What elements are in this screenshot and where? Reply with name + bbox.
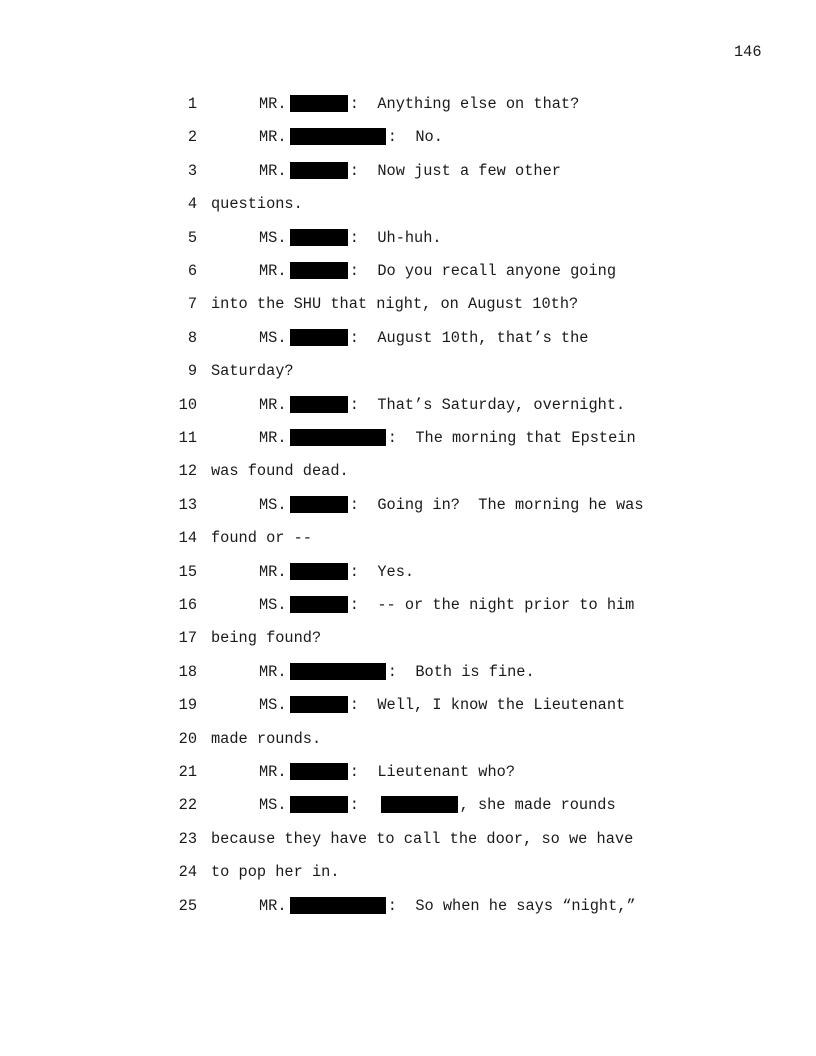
line-number: 8: [187, 328, 197, 347]
transcript-line: [0, 92, 816, 116]
transcript-line: [0, 459, 816, 483]
line-number: 9: [187, 362, 197, 381]
speaker-title: MR.: [259, 95, 287, 113]
speaker-title: MR.: [259, 896, 287, 915]
transcript-line: [0, 793, 816, 817]
redaction-box: [381, 796, 458, 813]
speaker-title: MS.: [259, 696, 287, 715]
transcript-line: [0, 159, 816, 183]
transcript-line: [0, 292, 816, 316]
line-number: 11: [178, 429, 197, 447]
redaction-box: [290, 128, 386, 145]
transcript-line: [0, 760, 816, 784]
line-number: 16: [178, 596, 197, 614]
transcript-line: [0, 660, 816, 684]
transcript-line: [0, 426, 816, 450]
line-number: 4: [187, 195, 197, 214]
line-text: being found?: [211, 629, 322, 648]
redaction-box: [290, 262, 348, 279]
line-text: : -- or the night prior to him: [349, 596, 635, 614]
line-number: 14: [178, 529, 197, 548]
line-text: : That’s Saturday, overnight.: [349, 395, 626, 414]
line-number: 12: [178, 462, 197, 481]
line-number: 23: [178, 829, 197, 848]
line-text: : No.: [387, 128, 443, 147]
line-text: questions.: [211, 195, 303, 214]
page-number: 146: [734, 43, 762, 61]
transcript-line: [0, 226, 816, 250]
line-number: 18: [178, 662, 197, 681]
speaker-title: MR.: [259, 429, 287, 447]
transcript-line: [0, 326, 816, 350]
line-text: made rounds.: [211, 729, 322, 748]
line-number: 13: [178, 495, 197, 514]
redaction-box: [290, 95, 348, 112]
speaker-title: MS.: [259, 328, 287, 347]
line-number: 7: [187, 295, 197, 314]
transcript-line: [0, 125, 816, 149]
redaction-box: [290, 429, 386, 446]
redaction-box: [290, 763, 348, 780]
transcript-line: [0, 593, 816, 617]
speaker-title: MR.: [259, 161, 287, 180]
line-text: : August 10th, that’s the: [349, 328, 589, 347]
redaction-box: [290, 496, 348, 513]
redaction-box: [290, 663, 386, 680]
redaction-box: [290, 897, 386, 914]
transcript-line: [0, 526, 816, 550]
redaction-box: [290, 596, 348, 613]
line-number: 19: [178, 696, 197, 715]
speaker-title: MS.: [259, 495, 287, 514]
transcript-line: [0, 393, 816, 417]
transcript-line: [0, 693, 816, 717]
transcript-line: [0, 626, 816, 650]
redaction-box: [290, 229, 348, 246]
speaker-title: MS.: [259, 796, 287, 815]
speaker-title: MR.: [259, 662, 287, 681]
line-text: : Yes.: [349, 562, 415, 581]
line-text: Saturday?: [211, 362, 294, 381]
line-text: found or --: [211, 529, 312, 548]
transcript-line: [0, 493, 816, 517]
line-number: 20: [178, 729, 197, 748]
redaction-box: [290, 696, 348, 713]
line-text: :: [349, 796, 378, 815]
line-number: 3: [187, 161, 197, 180]
transcript-line: [0, 560, 816, 584]
line-text: : Going in? The morning he was: [349, 495, 644, 514]
line-text: : Lieutenant who?: [349, 763, 516, 781]
line-number: 25: [178, 896, 197, 915]
redaction-box: [290, 563, 348, 580]
speaker-title: MR.: [259, 262, 287, 280]
line-text: into the SHU that night, on August 10th?: [211, 295, 579, 314]
line-text: : Now just a few other: [349, 161, 561, 180]
speaker-title: MS.: [259, 228, 287, 247]
redaction-box: [290, 162, 348, 179]
transcript-line: [0, 259, 816, 283]
speaker-title: MS.: [259, 596, 287, 614]
line-number: 6: [187, 262, 197, 280]
line-number: 21: [178, 763, 197, 781]
transcript-line: [0, 192, 816, 216]
line-number: 1: [187, 95, 197, 113]
line-text: : Do you recall anyone going: [349, 262, 617, 280]
redaction-box: [290, 796, 348, 813]
line-number: 2: [187, 128, 197, 147]
line-text: , she made rounds: [459, 796, 616, 815]
transcript-line: [0, 894, 816, 918]
line-number: 10: [178, 395, 197, 414]
transcript-line: [0, 827, 816, 851]
line-text: : Well, I know the Lieutenant: [349, 696, 626, 715]
speaker-title: MR.: [259, 128, 287, 147]
line-text: to pop her in.: [211, 863, 340, 882]
line-number: 22: [178, 796, 197, 815]
line-text: : Both is fine.: [387, 662, 535, 681]
line-number: 5: [187, 228, 197, 247]
speaker-title: MR.: [259, 763, 287, 781]
line-number: 24: [178, 863, 197, 882]
transcript-line: [0, 727, 816, 751]
speaker-title: MR.: [259, 562, 287, 581]
line-number: 15: [178, 562, 197, 581]
line-text: was found dead.: [211, 462, 349, 481]
line-text: : Uh-huh.: [349, 228, 442, 247]
line-text: : The morning that Epstein: [387, 429, 636, 447]
transcript-line: [0, 860, 816, 884]
line-number: 17: [178, 629, 197, 648]
speaker-title: MR.: [259, 395, 287, 414]
line-text: : Anything else on that?: [349, 95, 580, 113]
transcript-line: [0, 359, 816, 383]
line-text: because they have to call the door, so we have: [211, 829, 634, 848]
line-text: : So when he says “night,”: [387, 896, 636, 915]
redaction-box: [290, 396, 348, 413]
redaction-box: [290, 329, 348, 346]
